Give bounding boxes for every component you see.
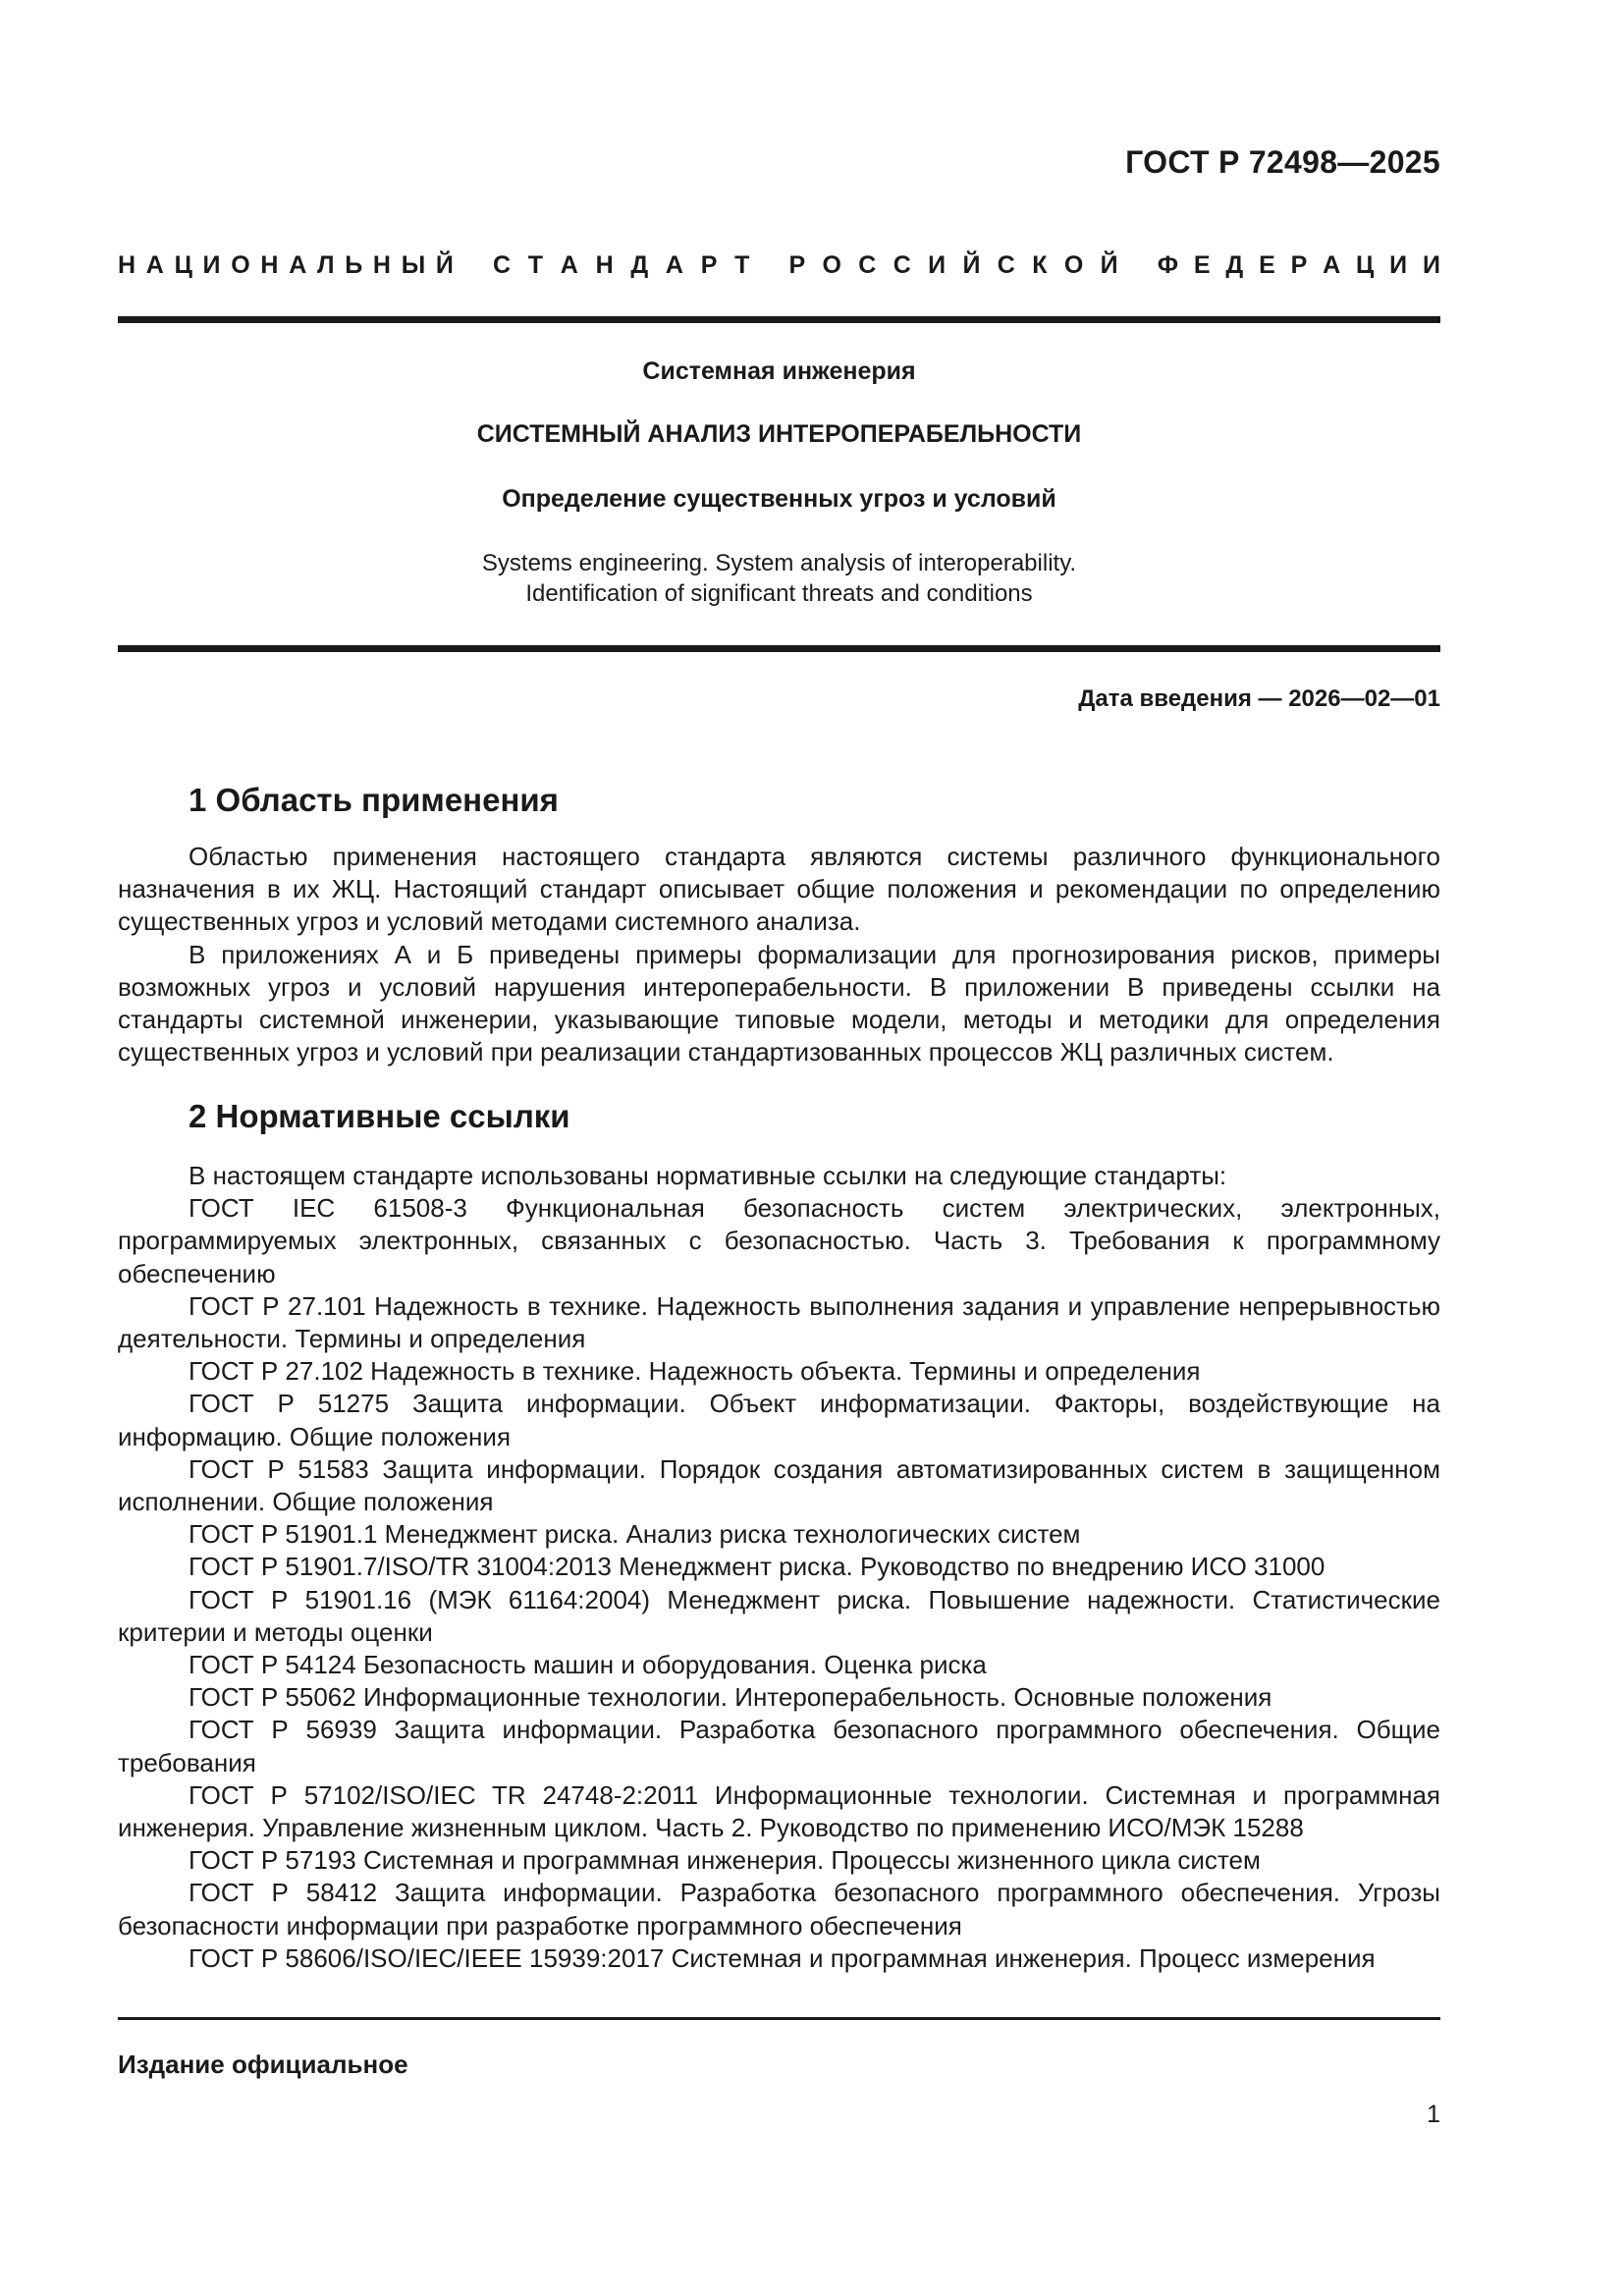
banner-letter: Ф bbox=[1157, 251, 1179, 279]
title-main: СИСТЕМНЫЙ АНАЛИЗ ИНТЕРОПЕРАБЕЛЬНОСТИ bbox=[476, 420, 1082, 448]
reference-item: ГОСТ Р 57102/ISO/IEC TR 24748-2:2011 Информационные технологии. Системная и программная инженерия. Управление жизненным циклом. Часть 2. Руководство по применению ИСО/МЭК 15288 bbox=[118, 1779, 1440, 1843]
paragraph: В приложениях А и Б приведены примеры формализации для прогнозирования рисков, примеры возможных угроз и условий нарушения интероперабельности. В приложении В приведены ссылки на стандарты системной инженерии, указывающие типовые модели, методы и методики для определения существенных угроз и условий при реализации стандартизованных процессов ЖЦ различных систем. bbox=[118, 939, 1440, 1067]
banner-letter: А bbox=[1323, 251, 1341, 279]
banner-letter: О bbox=[1063, 251, 1084, 279]
title-english-line: Systems engineering. System analysis of interoperability. bbox=[481, 550, 1077, 576]
banner-letter: С bbox=[893, 251, 911, 279]
banner-letter: С bbox=[858, 251, 877, 279]
banner-letter: Й bbox=[1100, 251, 1118, 279]
section-body-scope bbox=[118, 841, 1440, 1068]
banner-letter: Й bbox=[962, 251, 981, 279]
reference-item: ГОСТ IEC 61508-3 Функциональная безопасность систем электрических, электронных, программируемых электронных, связанных с безопасностью. Часть 3. Требования к программному обеспечению bbox=[118, 1193, 1440, 1288]
banner-letter: Н bbox=[118, 251, 136, 279]
reference-item: ГОСТ Р 51901.1 Менеджмент риска. Анализ риска технологических систем bbox=[189, 1519, 1081, 1550]
reference-item: ГОСТ Р 56939 Защита информации. Разработка безопасного программного обеспечения. Общие требования bbox=[118, 1715, 1440, 1777]
banner-letter: А bbox=[665, 251, 683, 279]
banner-word bbox=[1158, 251, 1440, 280]
title-english-line: Identification of significant threats and conditions bbox=[525, 580, 1033, 607]
banner-word bbox=[788, 251, 1117, 280]
banner-letter: А bbox=[289, 251, 307, 279]
banner-letter: Р bbox=[788, 251, 806, 279]
official-edition-label: Издание официальное bbox=[118, 2050, 408, 2079]
banner-letter: Ь bbox=[345, 251, 363, 279]
reference-item: ГОСТ Р 51275 Защита информации. Объект информатизации. Факторы, воздействующие на информацию. Общие положения bbox=[118, 1389, 1440, 1451]
banner-letter: Д bbox=[1225, 251, 1244, 279]
national-standard-banner bbox=[118, 251, 1440, 280]
reference-item: ГОСТ Р 58412 Защита информации. Разработка безопасного программного обеспечения. Угрозы безопасности информации при разработке программного обеспечения bbox=[118, 1878, 1440, 1941]
reference-item: ГОСТ Р 55062 Информационные технологии. Интероперабельность. Основные положения bbox=[189, 1682, 1272, 1713]
reference-item: ГОСТ Р 27.102 Надежность в технике. Надежность объекта. Термины и определения bbox=[189, 1356, 1201, 1387]
banner-letter: А bbox=[145, 251, 164, 279]
reference-item: ГОСТ Р 57193 Системная и программная инженерия. Процессы жизненного цикла систем bbox=[189, 1845, 1261, 1876]
reference-item: ГОСТ Р 51901.16 (МЭК 61164:2004) Менеджмент риска. Повышение надежности. Статистические критерии и методы оценки bbox=[118, 1584, 1440, 1647]
footer-divider bbox=[118, 2017, 1440, 2020]
banner-letter: Р bbox=[1290, 251, 1308, 279]
banner-letter: О bbox=[822, 251, 841, 279]
document-number: ГОСТ Р 72498—2025 bbox=[1125, 144, 1440, 180]
paragraph: Областью применения настоящего стандарта являются системы различного функционального назначения в их ЖЦ. Настоящий стандарт описывает общие положения и рекомендации по определению существенных угроз и условий методами системного анализа. bbox=[118, 842, 1440, 937]
banner-letter: Ц bbox=[1356, 251, 1375, 279]
banner-letter: О bbox=[231, 251, 250, 279]
title-divider bbox=[118, 645, 1440, 652]
banner-letter: С bbox=[492, 251, 512, 279]
banner-letter: С bbox=[997, 251, 1015, 279]
title-subject: Системная инженерия bbox=[642, 357, 916, 385]
introduction-date: Дата введения — 2026—02—01 bbox=[1078, 685, 1440, 712]
banner-letter: Е bbox=[1259, 251, 1275, 279]
banner-letter: И bbox=[1389, 251, 1408, 279]
banner-letter: А bbox=[560, 251, 578, 279]
title-english bbox=[118, 548, 1440, 609]
document-page bbox=[118, 0, 1440, 2296]
banner-letter: Т bbox=[527, 251, 544, 279]
reference-item: ГОСТ Р 51583 Защита информации. Порядок создания автоматизированных систем в защищенном исполнении. Общие положения bbox=[118, 1453, 1440, 1517]
banner-letter: Е bbox=[1193, 251, 1211, 279]
banner-letter: И bbox=[1422, 251, 1440, 279]
section-heading-normative-references: 2 Нормативные ссылки bbox=[189, 1098, 570, 1134]
banner-letter: Й bbox=[435, 251, 454, 279]
banner-word bbox=[118, 251, 454, 280]
section-body-normative-references bbox=[118, 1160, 1440, 1975]
reference-item: ГОСТ Р 58606/ISO/IEC/IEEE 15939:2017 Системная и программная инженерия. Процесс измерения bbox=[189, 1942, 1376, 1973]
top-divider bbox=[118, 316, 1440, 323]
section-heading-scope: 1 Область применения bbox=[189, 782, 559, 818]
banner-letter: И bbox=[928, 251, 947, 279]
banner-letter: К bbox=[1032, 251, 1048, 279]
reference-item: ГОСТ Р 27.101 Надежность в технике. Надежность выполнения задания и управление непрерывностью деятельности. Термины и определения bbox=[118, 1290, 1440, 1354]
banner-letter: Н bbox=[595, 251, 614, 279]
banner-letter: Д bbox=[630, 251, 649, 279]
banner-letter: Р bbox=[700, 251, 718, 279]
banner-letter: Н bbox=[372, 251, 391, 279]
reference-item: ГОСТ Р 51901.7/ISO/TR 31004:2013 Менеджмент риска. Руководство по внедрению ИСО 31000 bbox=[189, 1552, 1325, 1582]
reference-item: ГОСТ Р 54124 Безопасность машин и оборудования. Оценка риска bbox=[189, 1650, 987, 1680]
banner-letter: Ц bbox=[174, 251, 192, 279]
banner-letter: Т bbox=[734, 251, 750, 279]
banner-letter: Л bbox=[316, 251, 335, 279]
banner-word bbox=[493, 251, 749, 280]
banner-letter: Ы bbox=[401, 251, 426, 279]
title-subtitle: Определение существенных угроз и условий bbox=[502, 485, 1056, 513]
banner-letter: Н bbox=[260, 251, 279, 279]
page-number: 1 bbox=[1427, 2101, 1440, 2128]
banner-letter: И bbox=[202, 251, 221, 279]
paragraph: В настоящем стандарте использованы нормативные ссылки на следующие стандарты: bbox=[189, 1161, 1227, 1190]
